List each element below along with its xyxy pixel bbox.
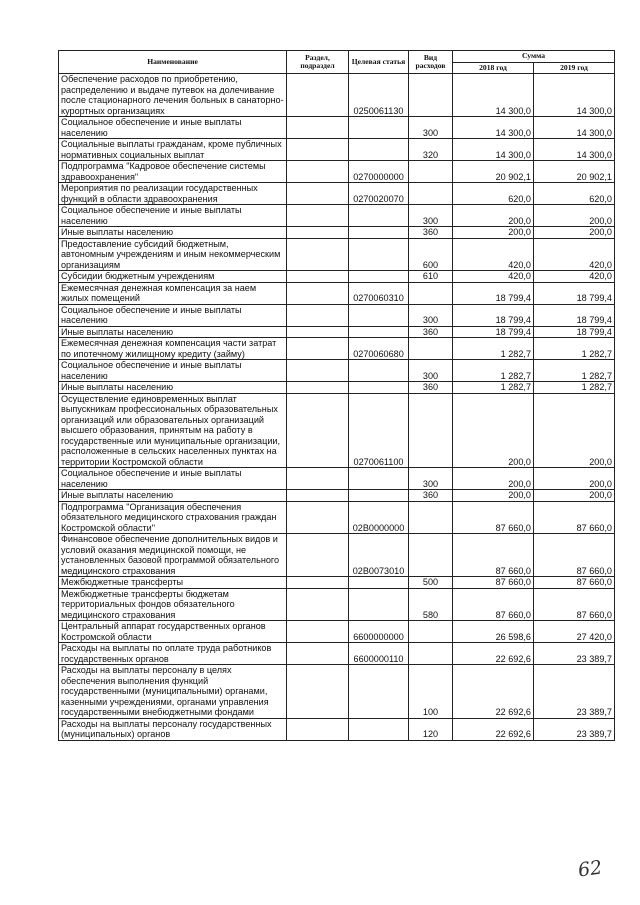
row-type: 300 xyxy=(409,117,453,139)
table-row xyxy=(59,117,615,139)
row-name: Социальные выплаты гражданам, кроме публичных нормативных социальных выплат xyxy=(59,139,287,161)
row-type xyxy=(409,501,453,534)
row-section xyxy=(287,161,349,183)
row-target xyxy=(349,271,409,283)
row-amount-2019: 1 282,7 xyxy=(534,338,615,360)
row-amount-2019: 200,0 xyxy=(534,227,615,239)
row-type xyxy=(409,338,453,360)
table-row xyxy=(59,282,615,304)
row-amount-2019: 420,0 xyxy=(534,238,615,271)
row-amount-2019: 200,0 xyxy=(534,490,615,502)
row-amount-2018: 200,0 xyxy=(453,227,534,239)
row-amount-2018: 87 660,0 xyxy=(453,501,534,534)
row-name: Социальное обеспечение и иные выплаты населению xyxy=(59,117,287,139)
row-amount-2018: 22 692,6 xyxy=(453,665,534,719)
table-row xyxy=(59,139,615,161)
row-name: Социальное обеспечение и иные выплаты населению xyxy=(59,205,287,227)
row-amount-2018: 200,0 xyxy=(453,468,534,490)
row-amount-2018: 22 692,6 xyxy=(453,643,534,665)
row-target: 0250061130 xyxy=(349,74,409,117)
row-name: Расходы на выплаты персоналу государственных (муниципальных) органов xyxy=(59,718,287,740)
row-amount-2019: 23 389,7 xyxy=(534,718,615,740)
table-row xyxy=(59,360,615,382)
table-row xyxy=(59,588,615,621)
row-amount-2018: 420,0 xyxy=(453,271,534,283)
row-section xyxy=(287,117,349,139)
row-amount-2018: 200,0 xyxy=(453,393,534,468)
row-target xyxy=(349,117,409,139)
row-name: Субсидии бюджетным учреждениям xyxy=(59,271,287,283)
row-name: Ежемесячная денежная компенсация за наем жилых помещений xyxy=(59,282,287,304)
row-amount-2019: 14 300,0 xyxy=(534,74,615,117)
row-section xyxy=(287,534,349,577)
row-amount-2018: 22 692,6 xyxy=(453,718,534,740)
row-type: 300 xyxy=(409,360,453,382)
header-sum: Сумма xyxy=(453,51,615,63)
row-section xyxy=(287,74,349,117)
row-amount-2018: 14 300,0 xyxy=(453,117,534,139)
row-amount-2018: 18 799,4 xyxy=(453,326,534,338)
table-row xyxy=(59,304,615,326)
row-target xyxy=(349,468,409,490)
row-type: 300 xyxy=(409,205,453,227)
row-target xyxy=(349,326,409,338)
table-row xyxy=(59,468,615,490)
row-target: 02В0000000 xyxy=(349,501,409,534)
table-row xyxy=(59,501,615,534)
row-name: Иные выплаты населению xyxy=(59,326,287,338)
header-name: Наименование xyxy=(59,51,287,74)
table-body xyxy=(59,74,615,741)
row-amount-2019: 200,0 xyxy=(534,468,615,490)
row-section xyxy=(287,338,349,360)
table-row xyxy=(59,161,615,183)
row-section xyxy=(287,577,349,589)
row-name: Расходы на выплаты по оплате труда работников государственных органов xyxy=(59,643,287,665)
row-name: Социальное обеспечение и иные выплаты населению xyxy=(59,468,287,490)
row-section xyxy=(287,139,349,161)
row-section xyxy=(287,271,349,283)
table-row xyxy=(59,238,615,271)
row-type: 100 xyxy=(409,665,453,719)
row-amount-2018: 20 902,1 xyxy=(453,161,534,183)
table-row xyxy=(59,621,615,643)
row-amount-2018: 200,0 xyxy=(453,490,534,502)
header-year-2018: 2018 год xyxy=(453,62,534,74)
row-name: Расходы на выплаты персоналу в целях обеспечения выполнения функций государственными (муниципальными) органами, казенными учреждениями, органами управления государственными внебюджетными фондами xyxy=(59,665,287,719)
row-amount-2019: 1 282,7 xyxy=(534,382,615,394)
row-amount-2019: 620,0 xyxy=(534,183,615,205)
row-target xyxy=(349,490,409,502)
row-amount-2018: 26 598,6 xyxy=(453,621,534,643)
row-type xyxy=(409,161,453,183)
row-section xyxy=(287,718,349,740)
row-amount-2018: 1 282,7 xyxy=(453,382,534,394)
row-amount-2018: 18 799,4 xyxy=(453,282,534,304)
row-target xyxy=(349,360,409,382)
header-target: Целевая статья xyxy=(349,51,409,74)
row-amount-2019: 87 660,0 xyxy=(534,588,615,621)
row-amount-2018: 620,0 xyxy=(453,183,534,205)
row-amount-2019: 14 300,0 xyxy=(534,139,615,161)
row-target xyxy=(349,718,409,740)
table-row xyxy=(59,338,615,360)
row-amount-2018: 200,0 xyxy=(453,205,534,227)
row-amount-2019: 87 660,0 xyxy=(534,501,615,534)
row-amount-2019: 18 799,4 xyxy=(534,282,615,304)
row-type xyxy=(409,74,453,117)
row-section xyxy=(287,183,349,205)
row-type xyxy=(409,183,453,205)
row-name: Ежемесячная денежная компенсация части затрат по ипотечному жилищному кредиту (займу) xyxy=(59,338,287,360)
row-type: 500 xyxy=(409,577,453,589)
table-row xyxy=(59,490,615,502)
row-target xyxy=(349,238,409,271)
row-name: Мероприятия по реализации государственных функций в области здравоохранения xyxy=(59,183,287,205)
row-amount-2019: 23 389,7 xyxy=(534,665,615,719)
header-section: Раздел, подраздел xyxy=(287,51,349,74)
row-target: 0270060310 xyxy=(349,282,409,304)
row-amount-2019: 420,0 xyxy=(534,271,615,283)
row-name: Иные выплаты населению xyxy=(59,490,287,502)
row-section xyxy=(287,643,349,665)
table-row xyxy=(59,227,615,239)
table-row xyxy=(59,205,615,227)
row-amount-2019: 23 389,7 xyxy=(534,643,615,665)
row-target xyxy=(349,205,409,227)
row-type: 360 xyxy=(409,227,453,239)
row-target: 0270020070 xyxy=(349,183,409,205)
row-name: Социальное обеспечение и иные выплаты населению xyxy=(59,304,287,326)
row-type xyxy=(409,393,453,468)
row-type xyxy=(409,282,453,304)
table-row xyxy=(59,577,615,589)
row-type xyxy=(409,643,453,665)
row-target xyxy=(349,304,409,326)
row-section xyxy=(287,360,349,382)
row-type xyxy=(409,534,453,577)
row-name: Финансовое обеспечение дополнительных видов и условий оказания медицинской помощи, не установленных базовой программой обязательного медицинского страхования xyxy=(59,534,287,577)
row-section xyxy=(287,227,349,239)
row-section xyxy=(287,621,349,643)
row-amount-2019: 87 660,0 xyxy=(534,534,615,577)
row-target: 6600000000 xyxy=(349,621,409,643)
row-amount-2019: 20 902,1 xyxy=(534,161,615,183)
row-amount-2019: 14 300,0 xyxy=(534,117,615,139)
row-type: 320 xyxy=(409,139,453,161)
row-section xyxy=(287,238,349,271)
row-name: Межбюджетные трансферты бюджетам территориальных фондов обязательного медицинского страхования xyxy=(59,588,287,621)
row-name: Предоставление субсидий бюджетным, автономным учреждениям и иным некоммерческим организациям xyxy=(59,238,287,271)
row-target xyxy=(349,577,409,589)
row-section xyxy=(287,205,349,227)
row-type: 360 xyxy=(409,326,453,338)
table-row xyxy=(59,183,615,205)
row-name: Центральный аппарат государственных органов Костромской области xyxy=(59,621,287,643)
row-target xyxy=(349,139,409,161)
row-name: Межбюджетные трансферты xyxy=(59,577,287,589)
row-name: Обеспечение расходов по приобретению, распределению и выдаче путевок на долечивание после стационарного лечения больных в санаторно-курортных организациях xyxy=(59,74,287,117)
row-target: 02В0073010 xyxy=(349,534,409,577)
row-amount-2018: 87 660,0 xyxy=(453,534,534,577)
row-section xyxy=(287,468,349,490)
row-target xyxy=(349,227,409,239)
row-type: 300 xyxy=(409,304,453,326)
row-name: Социальное обеспечение и иные выплаты населению xyxy=(59,360,287,382)
row-amount-2018: 420,0 xyxy=(453,238,534,271)
row-amount-2018: 1 282,7 xyxy=(453,360,534,382)
row-type xyxy=(409,621,453,643)
table-row xyxy=(59,74,615,117)
header-type: Вид расходов xyxy=(409,51,453,74)
row-amount-2019: 18 799,4 xyxy=(534,326,615,338)
table-row xyxy=(59,382,615,394)
row-section xyxy=(287,282,349,304)
row-section xyxy=(287,326,349,338)
row-section xyxy=(287,304,349,326)
row-amount-2019: 27 420,0 xyxy=(534,621,615,643)
header-year-2019: 2019 год xyxy=(534,62,615,74)
row-type: 360 xyxy=(409,382,453,394)
row-target: 0270061100 xyxy=(349,393,409,468)
table-row xyxy=(59,718,615,740)
row-section xyxy=(287,490,349,502)
row-section xyxy=(287,665,349,719)
row-amount-2018: 87 660,0 xyxy=(453,588,534,621)
table-row xyxy=(59,271,615,283)
row-type: 120 xyxy=(409,718,453,740)
row-name: Подпрограмма "Организация обеспечения обязательного медицинского страхования граждан Костромской области" xyxy=(59,501,287,534)
table-header xyxy=(59,51,615,74)
row-target xyxy=(349,588,409,621)
row-name: Иные выплаты населению xyxy=(59,227,287,239)
row-target: 0270000000 xyxy=(349,161,409,183)
row-amount-2018: 14 300,0 xyxy=(453,139,534,161)
row-amount-2019: 200,0 xyxy=(534,393,615,468)
row-target: 6600000110 xyxy=(349,643,409,665)
table-row xyxy=(59,393,615,468)
row-amount-2018: 1 282,7 xyxy=(453,338,534,360)
row-type: 580 xyxy=(409,588,453,621)
row-target xyxy=(349,665,409,719)
row-type: 360 xyxy=(409,490,453,502)
table-row xyxy=(59,665,615,719)
row-section xyxy=(287,501,349,534)
row-type: 600 xyxy=(409,238,453,271)
table-row xyxy=(59,643,615,665)
row-section xyxy=(287,393,349,468)
row-amount-2018: 18 799,4 xyxy=(453,304,534,326)
row-amount-2019: 200,0 xyxy=(534,205,615,227)
row-name: Подпрограмма "Кадровое обеспечение системы здравоохранения" xyxy=(59,161,287,183)
row-amount-2018: 87 660,0 xyxy=(453,577,534,589)
row-amount-2019: 87 660,0 xyxy=(534,577,615,589)
page-number: 62 xyxy=(576,856,604,882)
row-target: 0270060680 xyxy=(349,338,409,360)
row-amount-2019: 18 799,4 xyxy=(534,304,615,326)
row-amount-2019: 1 282,7 xyxy=(534,360,615,382)
row-type: 610 xyxy=(409,271,453,283)
row-target xyxy=(349,382,409,394)
budget-table xyxy=(58,50,615,741)
row-amount-2018: 14 300,0 xyxy=(453,74,534,117)
row-name: Иные выплаты населению xyxy=(59,382,287,394)
row-type: 300 xyxy=(409,468,453,490)
table-row xyxy=(59,534,615,577)
row-section xyxy=(287,382,349,394)
row-section xyxy=(287,588,349,621)
row-name: Осуществление единовременных выплат выпускникам профессиональных образовательных организаций или образовательных организаций высшего образования, принятым на работу в государственные или муниципальные организации, расположенные в сельских населенных пунктах на территории Костромской области xyxy=(59,393,287,468)
table-row xyxy=(59,326,615,338)
